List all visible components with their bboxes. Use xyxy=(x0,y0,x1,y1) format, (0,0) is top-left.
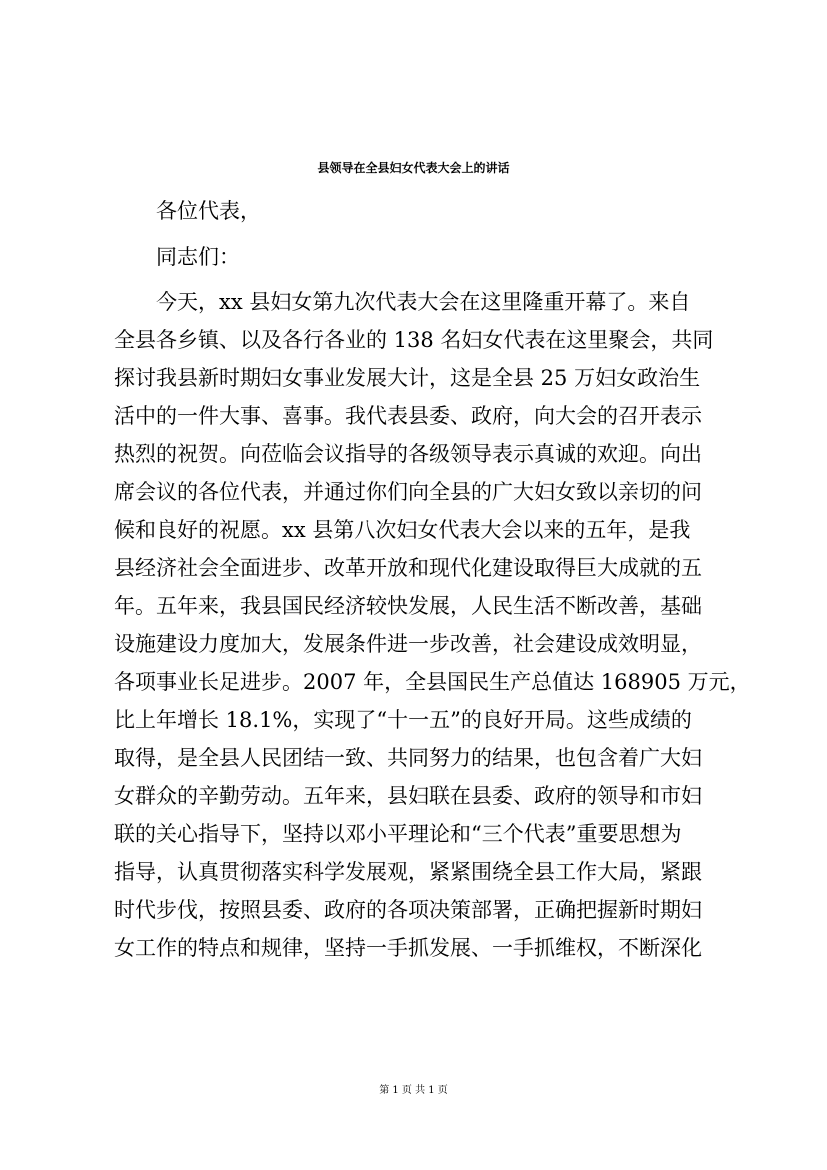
document-title: 县领导在全县妇女代表大会上的讲话 xyxy=(317,161,510,175)
body-line: 联的关心指导下，坚持以邓小平理论和“三个代表”重要思想为 xyxy=(114,822,682,846)
body-line: 取得，是全县人民团结一致、共同努力的结果，也包含着广大妇 xyxy=(114,746,702,770)
body-line: 各项事业长足进步。2007 年，全县国民生产总值达 168905 万元， xyxy=(114,670,751,694)
body-line: 时代步伐，按照县委、政府的各项决策部署，正确把握新时期妇 xyxy=(114,898,702,922)
body-line: 指导，认真贯彻落实科学发展观，紧紧围绕全县工作大局，紧跟 xyxy=(114,860,702,884)
body-line: 设施建设力度加大，发展条件进一步改善，社会建设成效明显， xyxy=(114,632,702,656)
salutation-comrades: 同志们： xyxy=(156,245,240,269)
body-line: 比上年增长 18.1%，实现了“十一五”的良好开局。这些成绩的 xyxy=(114,708,692,732)
body-line: 今天，xx 县妇女第九次代表大会在这里隆重开幕了。来自 xyxy=(156,290,691,314)
body-line: 席会议的各位代表，并通过你们向全县的广大妇女致以亲切的问 xyxy=(114,480,702,504)
body-line: 候和良好的祝愿。xx 县第八次妇女代表大会以来的五年，是我 xyxy=(114,518,691,542)
body-line: 县经济社会全面进步、改革开放和现代化建设取得巨大成就的五 xyxy=(114,556,702,580)
body-line: 年。五年来，我县国民经济较快发展，人民生活不断改善，基础 xyxy=(114,594,702,618)
salutation-representatives: 各位代表， xyxy=(156,199,261,223)
body-line: 活中的一件大事、喜事。我代表县委、政府，向大会的召开表示 xyxy=(114,404,702,428)
body-line: 女群众的辛勤劳动。五年来，县妇联在县委、政府的领导和市妇 xyxy=(114,784,702,808)
body-line: 热烈的祝贺。向莅临会议指导的各级领导表示真诚的欢迎。向出 xyxy=(114,442,702,466)
body-line: 探讨我县新时期妇女事业发展大计，这是全县 25 万妇女政治生 xyxy=(114,366,701,390)
body-line: 女工作的特点和规律，坚持一手抓发展、一手抓维权，不断深化 xyxy=(114,936,702,960)
page-footer: 第 1 页 共 1 页 xyxy=(379,1085,448,1096)
body-line: 全县各乡镇、以及各行各业的 138 名妇女代表在这里聚会，共同 xyxy=(114,328,714,352)
